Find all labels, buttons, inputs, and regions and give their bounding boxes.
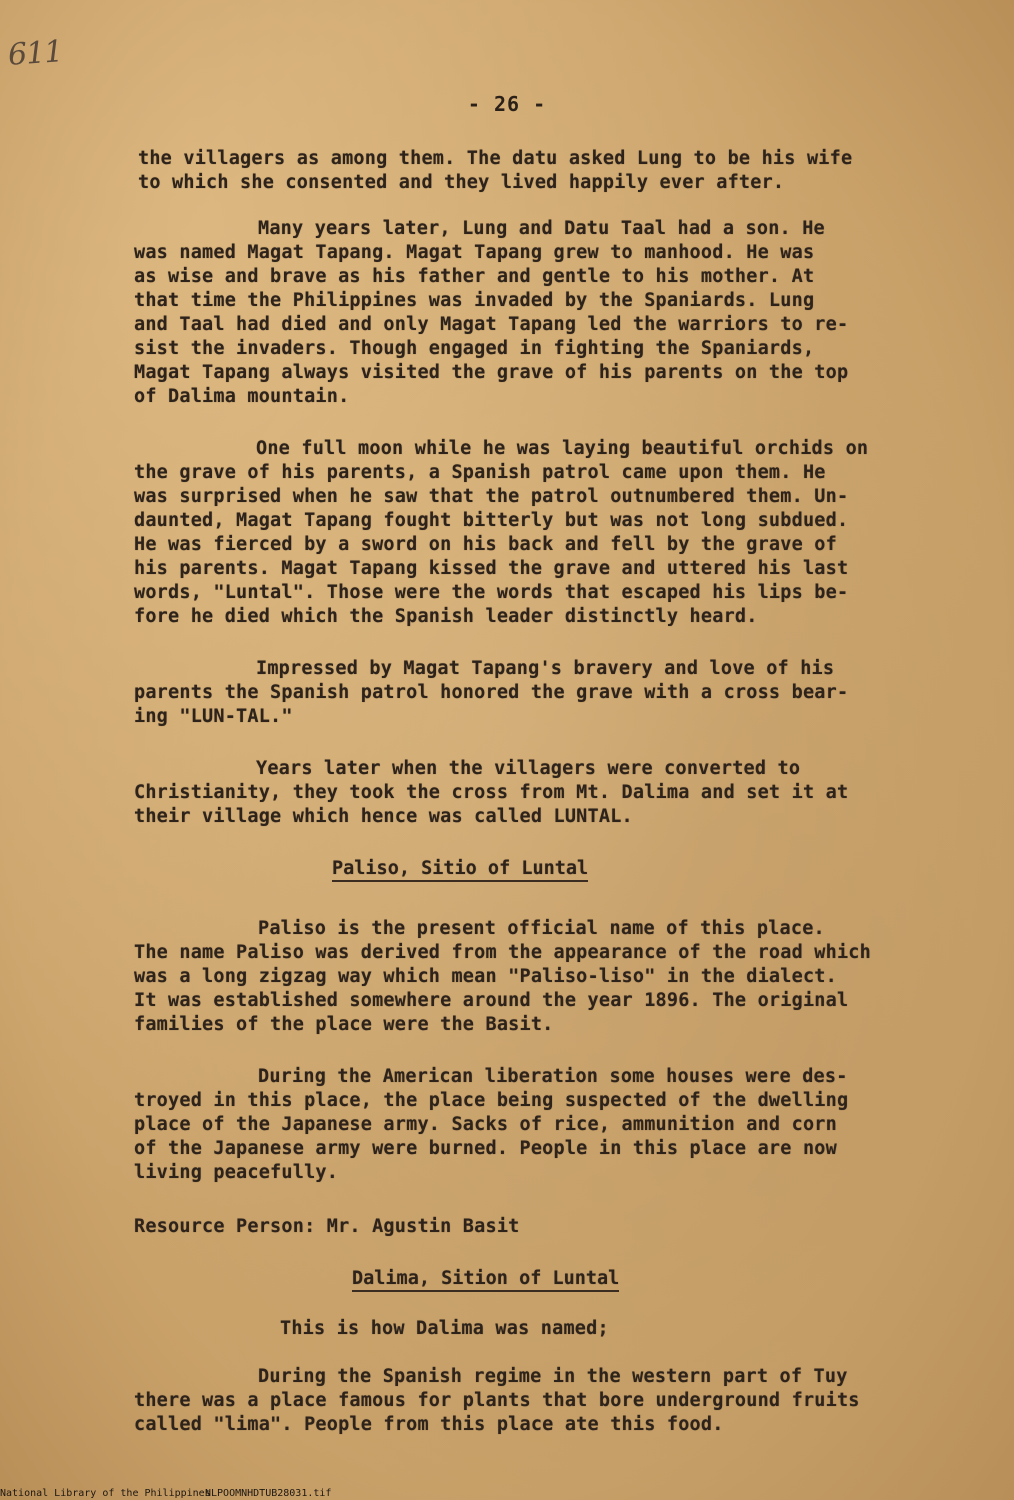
text-line: troyed in this place, the place being suspected of the dwelling	[134, 1090, 849, 1111]
text-line: Christianity, they took the cross from Mt. Dalima and set it at	[134, 782, 849, 803]
footer-file: NLPOOMNHDTUB28031.tif	[205, 1488, 332, 1499]
text-line: the villagers as among them. The datu asked Lung to be his wife	[138, 148, 853, 169]
footer-library: National Library of the Philippines	[0, 1488, 211, 1499]
margin-note: 611	[6, 34, 64, 73]
text-line: called "lima". People from this place ate this food.	[134, 1414, 724, 1435]
text-line: to which she consented and they lived happily ever after.	[138, 172, 785, 193]
text-line: of the Japanese army were burned. People in this place are now	[134, 1138, 837, 1159]
text-line: of Dalima mountain.	[134, 386, 350, 407]
text-line: the grave of his parents, a Spanish patrol came upon them. He	[134, 462, 826, 483]
text-line: During the Spanish regime in the western part of Tuy	[258, 1366, 848, 1387]
text-line: his parents. Magat Tapang kissed the grave and uttered his last	[134, 558, 849, 579]
text-line: The name Paliso was derived from the appearance of the road which	[134, 942, 871, 963]
text-line: Years later when the villagers were converted to	[256, 758, 801, 779]
text-line: their village which hence was called LUNTAL.	[134, 806, 633, 827]
text-line: Paliso is the present official name of this place.	[258, 918, 825, 939]
text-line: place of the Japanese army. Sacks of rice, ammunition and corn	[134, 1114, 837, 1135]
text-line: there was a place famous for plants that bore underground fruits	[134, 1390, 860, 1411]
text-line: was named Magat Tapang. Magat Tapang grew to manhood. He was	[134, 242, 815, 263]
text-line: parents the Spanish patrol honored the grave with a cross bear-	[134, 682, 849, 703]
text-line: as wise and brave as his father and gentle to his mother. At	[134, 266, 815, 287]
page-number: - 26 -	[467, 92, 547, 116]
text-line: He was fierced by a sword on his back and fell by the grave of	[134, 534, 837, 555]
text-line: It was established somewhere around the year 1896. The original	[134, 990, 849, 1011]
text-line: This is how Dalima was named;	[280, 1318, 609, 1339]
text-line: Many years later, Lung and Datu Taal had a son. He	[258, 218, 825, 239]
text-line: sist the invaders. Though engaged in fighting the Spaniards,	[134, 338, 815, 359]
text-line: During the American liberation some houses were des-	[258, 1066, 848, 1087]
text-line: ing "LUN-TAL."	[134, 706, 293, 727]
text-line: fore he died which the Spanish leader distinctly heard.	[134, 606, 758, 627]
text-line: words, "Luntal". Those were the words that escaped his lips be-	[134, 582, 849, 603]
text-line: was a long zigzag way which mean "Paliso-liso" in the dialect.	[134, 966, 837, 987]
text-line: daunted, Magat Tapang fought bitterly but was not long subdued.	[134, 510, 849, 531]
text-line: and Taal had died and only Magat Tapang led the warriors to re-	[134, 314, 849, 335]
resource-person: Resource Person: Mr. Agustin Basit	[134, 1216, 520, 1237]
section-heading-paliso: Paliso, Sitio of Luntal	[332, 858, 588, 882]
text-line: One full moon while he was laying beautiful orchids on	[256, 438, 869, 459]
section-heading-dalima: Dalima, Sition of Luntal	[352, 1268, 619, 1292]
text-line: was surprised when he saw that the patrol outnumbered them. Un-	[134, 486, 849, 507]
text-line: that time the Philippines was invaded by the Spaniards. Lung	[134, 290, 815, 311]
text-line: families of the place were the Basit.	[134, 1014, 554, 1035]
text-line: Impressed by Magat Tapang's bravery and love of his	[256, 658, 835, 679]
text-line: living peacefully.	[134, 1162, 339, 1183]
text-line: Magat Tapang always visited the grave of his parents on the top	[134, 362, 849, 383]
